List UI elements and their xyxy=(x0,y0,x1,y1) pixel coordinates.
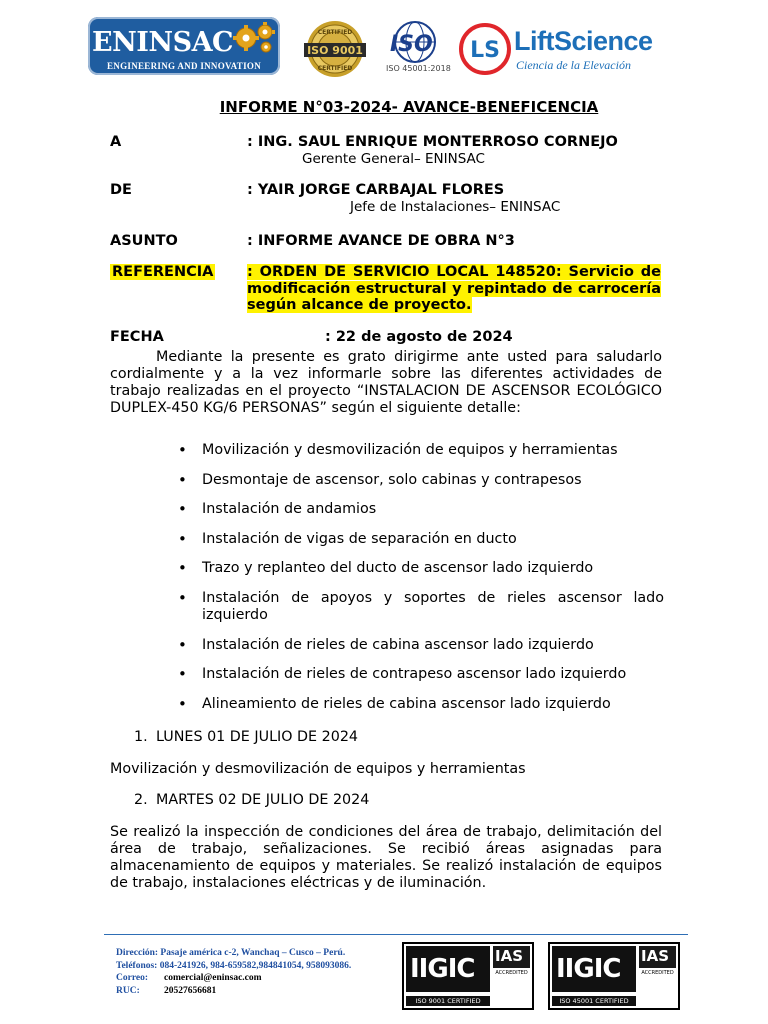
ias-label: IAS xyxy=(641,947,669,965)
address-label: Dirección: xyxy=(116,948,159,958)
from-value: : YAIR JORGE CARBAJAL FLORES xyxy=(247,182,505,198)
liftscience-name: LiftScience xyxy=(514,26,653,56)
ruc-value: 20527656681 xyxy=(164,985,217,996)
footer-contact xyxy=(116,947,351,997)
from-position: Jefe de Instalaciones– ENINSAC xyxy=(350,199,561,215)
iso45001-certificate-badge xyxy=(548,942,680,1010)
liftscience-emblem-icon xyxy=(458,22,512,76)
to-position: Gerente General– ENINSAC xyxy=(302,151,485,167)
reference-text: : ORDEN DE SERVICIO LOCAL 148520: Servicio de modificación estructural y repintado de carrocería según alcance de proyecto. xyxy=(247,264,661,313)
liftscience-logo xyxy=(458,20,688,78)
to-label: A xyxy=(110,134,122,150)
igc-logo xyxy=(406,946,490,992)
list-item: • Instalación de vigas de separación en ducto xyxy=(178,531,664,548)
to-value: : ING. SAUL ENRIQUE MONTERROSO CORNEJO xyxy=(247,134,618,150)
iso9001-ring-text-bottom: CERTIFIED xyxy=(317,65,353,72)
ias-accredited: ACCREDITED xyxy=(641,970,674,976)
ias-accredited: ACCREDITED xyxy=(495,970,528,976)
list-item: • Movilización y desmovilización de equipos y herramientas xyxy=(178,442,664,459)
list-item: • Instalación de apoyos y soportes de rieles ascensor lado izquierdo xyxy=(178,590,664,624)
day-heading xyxy=(134,729,358,745)
phones-label: Teléfonos: xyxy=(116,960,158,971)
list-item: • Instalación de rieles de cabina ascensor lado izquierdo xyxy=(178,637,664,654)
date-value: : 22 de agosto de 2024 xyxy=(325,329,513,345)
day-heading-text: LUNES 01 DE JULIO DE 2024 xyxy=(156,729,359,745)
list-item: • Alineamiento de rieles de cabina ascensor lado izquierdo xyxy=(178,696,664,713)
igc-mark: IIGIC xyxy=(556,954,621,984)
report-title: INFORME N°03-2024- AVANCE-BENEFICENCIA xyxy=(219,98,599,116)
eninsac-tagline: ENGINEERING AND INNOVATION xyxy=(107,61,261,71)
list-item: • Trazo y replanteo del ducto de ascensor lado izquierdo xyxy=(178,560,664,577)
address-value: Pasaje américa c-2, Wanchaq – Cusco – Perú. xyxy=(160,948,346,958)
list-item: • Instalación de rieles de contrapeso ascensor lado izquierdo xyxy=(178,666,664,683)
ias-label: IAS xyxy=(495,947,523,965)
from-label: DE xyxy=(110,182,132,198)
igc-mark: IIGIC xyxy=(410,954,475,984)
iso9001-seal xyxy=(302,20,368,78)
day-text: Se realizó la inspección de condiciones del área de trabajo, delimitación del área de trabajo, señalizaciones. Se recibió áreas asignadas para almacenamiento de equipos y materiales. Se realizó instalación de equipos de trabajo, instalaciones eléctricas y de iluminación. xyxy=(110,824,662,891)
igc-logo xyxy=(552,946,636,992)
ruc-label: RUC: xyxy=(116,985,140,996)
activities-list xyxy=(178,442,664,725)
svg-text:LS: LS xyxy=(470,38,500,63)
list-item: • Instalación de andamios xyxy=(178,501,664,518)
email-label: Correo: xyxy=(116,973,149,983)
liftscience-tagline: Ciencia de la Elevación xyxy=(516,58,631,72)
subject-label: ASUNTO xyxy=(110,233,178,249)
iso-label: ISO xyxy=(390,32,433,57)
list-item: • Desmontaje de ascensor, solo cabinas y contrapesos xyxy=(178,472,664,489)
footer-divider xyxy=(104,934,688,935)
iso9001-ring-text: CERTIFIED xyxy=(317,29,353,36)
iso45001-label: ISO 45001:2018 xyxy=(386,64,451,73)
reference-label: REFERENCIA xyxy=(112,264,214,280)
iso45001-logo xyxy=(386,20,451,78)
day-heading xyxy=(134,792,369,808)
iso9001-label: ISO 9001 xyxy=(307,44,363,57)
ias-badge xyxy=(639,946,676,992)
ias-badge xyxy=(493,946,530,992)
day-heading-text: MARTES 02 DE JULIO DE 2024 xyxy=(156,792,370,808)
reference-value xyxy=(247,264,661,314)
cert-footer: ISO 9001 CERTIFIED xyxy=(406,996,490,1006)
day-text: Movilización y desmovilización de equipos y herramientas xyxy=(110,761,526,777)
cert-footer: ISO 45001 CERTIFIED xyxy=(552,996,636,1006)
email-value: comercial@eninsac.com xyxy=(164,973,262,983)
subject-value: : INFORME AVANCE DE OBRA N°3 xyxy=(247,233,515,249)
date-label: FECHA xyxy=(110,329,164,345)
phones-value: 084-241926, 984-659582,984841054, 958093086. xyxy=(159,960,352,971)
eninsac-name: ENINSAC xyxy=(92,27,234,58)
intro-paragraph: Mediante la presente es grato dirigirme ante usted para saludarlo cordialmente y a la vez informarle sobre las diferentes actividades de trabajo realizadas en el proyecto “INSTALACION DE ASCENSOR ECOLÓGICO DUPLEX-450 KG/6 PERSONAS” según el siguiente detalle: xyxy=(110,349,662,416)
day-number: 1. xyxy=(134,729,148,745)
gear-icon xyxy=(232,20,280,56)
day-number: 2. xyxy=(134,792,148,808)
iso9001-certificate-badge xyxy=(402,942,534,1010)
